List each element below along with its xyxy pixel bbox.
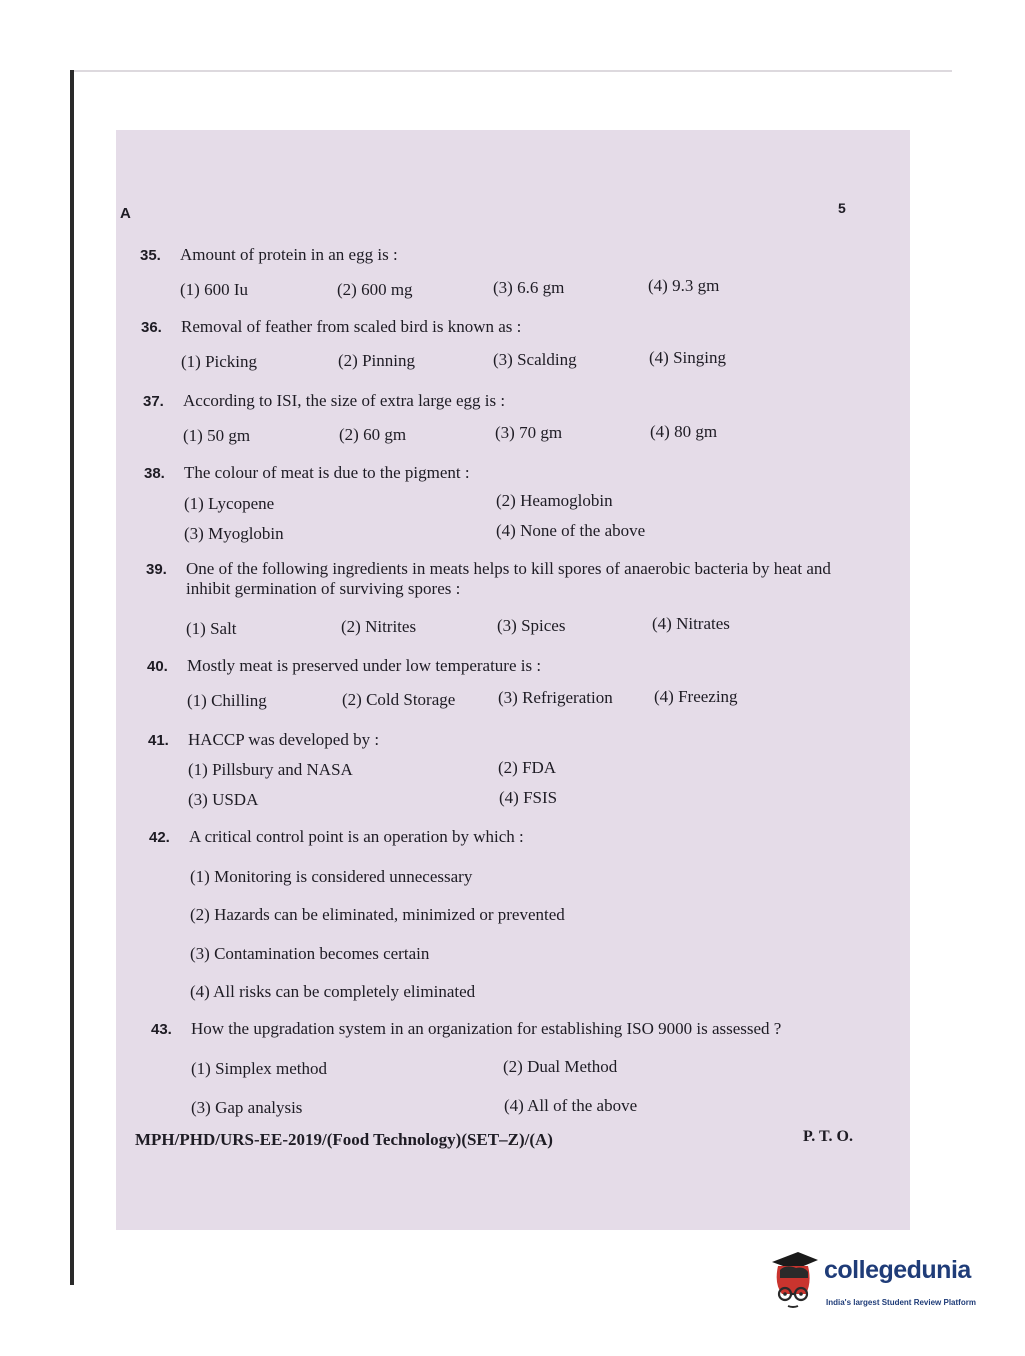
question-41	[148, 730, 379, 750]
option: (3) 70 gm	[495, 423, 563, 442]
option: (4) Nitrates	[652, 614, 730, 633]
question-37	[143, 391, 505, 411]
brand-tagline: India's largest Student Review Platform	[826, 1298, 976, 1307]
question-text: HACCP was developed by :	[188, 730, 380, 749]
option: (2) Heamoglobin	[496, 491, 613, 510]
option: (1) Monitoring is considered unnecessary	[190, 867, 473, 886]
option: (4) All risks can be completely eliminated	[190, 982, 476, 1001]
exam-code: MPH/PHD/URS-EE-2019/(Food Technology)(SET–Z)/(A)	[135, 1130, 553, 1149]
page-turn-over: P. T. O.	[803, 1128, 853, 1145]
question-number: 41.	[148, 732, 169, 749]
option: (2) Hazards can be eliminated, minimized or prevented	[190, 905, 565, 924]
option: (2) 600 mg	[337, 280, 413, 299]
option: (4) 9.3 gm	[648, 276, 720, 295]
question-number: 35.	[140, 247, 161, 264]
question-number: 36.	[141, 319, 162, 336]
question-35	[140, 245, 398, 265]
option: (4) Freezing	[654, 687, 738, 706]
option: (1) Chilling	[187, 691, 267, 710]
question-number: 37.	[143, 393, 164, 410]
option: (4) All of the above	[504, 1096, 638, 1115]
option: (1) Picking	[181, 352, 258, 371]
set-letter: A	[120, 205, 131, 222]
option: (3) Spices	[497, 616, 566, 635]
question-number: 39.	[146, 561, 167, 578]
question-text: How the upgradation system in an organization for establishing ISO 9000 is assessed ?	[191, 1019, 782, 1038]
option: (2) Dual Method	[503, 1057, 618, 1076]
option: (4) 80 gm	[650, 422, 718, 441]
option: (1) 50 gm	[183, 426, 251, 445]
option: (3) Scalding	[493, 350, 577, 369]
option: (4) None of the above	[496, 521, 646, 540]
question-number: 38.	[144, 465, 165, 482]
option: (1) Pillsbury and NASA	[188, 760, 353, 779]
option: (2) Nitrites	[341, 617, 417, 636]
question-text: According to ISI, the size of extra large egg is :	[183, 391, 506, 410]
option: (3) USDA	[188, 790, 259, 809]
question-39	[146, 559, 846, 600]
question-text: A critical control point is an operation by which :	[189, 827, 524, 846]
question-text: Amount of protein in an egg is :	[180, 245, 398, 264]
question-42	[149, 827, 524, 847]
graduate-face-icon	[768, 1248, 820, 1316]
question-40	[147, 656, 541, 676]
question-number: 42.	[149, 829, 170, 846]
option: (2) Pinning	[338, 351, 415, 370]
question-text: Mostly meat is preserved under low temperature is :	[187, 656, 542, 675]
question-38	[144, 463, 470, 483]
option: (3) Refrigeration	[498, 688, 613, 707]
collegedunia-logo	[768, 1248, 998, 1318]
option: (4) FSIS	[499, 788, 558, 807]
option: (3) 6.6 gm	[493, 278, 565, 297]
question-text: Removal of feather from scaled bird is known as :	[181, 317, 522, 336]
question-text: One of the following ingredients in meats helps to kill spores of anaerobic bacteria by heat and inhibit germination of surviving spores :	[186, 559, 831, 599]
option: (2) FDA	[498, 758, 557, 777]
page-number: 5	[838, 200, 846, 216]
option: (4) Singing	[649, 348, 726, 367]
question-number: 40.	[147, 658, 168, 675]
scan-edge-left	[70, 70, 74, 1285]
option: (3) Gap analysis	[191, 1098, 303, 1117]
brand-name: collegedunia	[824, 1256, 971, 1284]
question-number: 43.	[151, 1021, 172, 1038]
option: (2) 60 gm	[339, 425, 407, 444]
question-43	[151, 1019, 781, 1039]
option: (1) 600 Iu	[180, 280, 248, 299]
option: (1) Lycopene	[184, 494, 275, 513]
option: (3) Myoglobin	[184, 524, 284, 543]
option: (3) Contamination becomes certain	[190, 944, 430, 963]
option: (2) Cold Storage	[342, 690, 456, 709]
scan-edge-top	[72, 70, 952, 72]
option: (1) Simplex method	[191, 1059, 327, 1078]
question-text: The colour of meat is due to the pigment :	[184, 463, 470, 482]
option: (1) Salt	[186, 619, 237, 638]
question-36	[141, 317, 521, 337]
